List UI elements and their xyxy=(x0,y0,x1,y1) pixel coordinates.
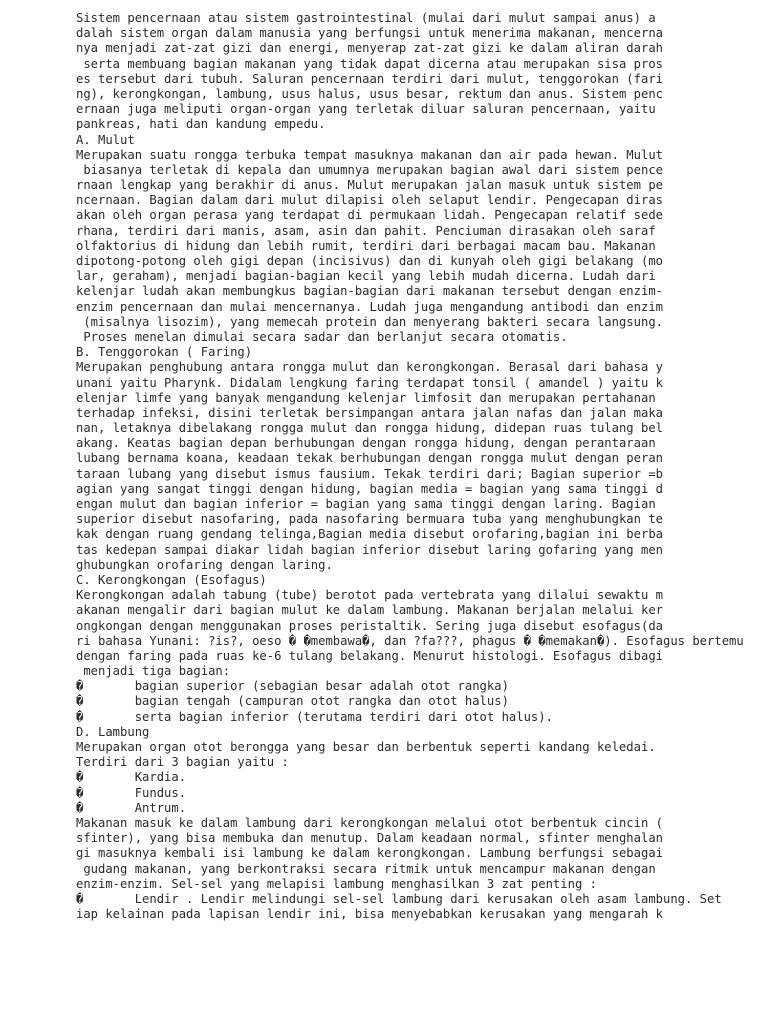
list-item: � serta bagian inferior (terutama terdiri dari otot halus). xyxy=(76,709,553,724)
text-line: Proses menelan dimulai secara sadar dan berlanjut secara otomatis. xyxy=(76,329,568,344)
text-line: kak dengan ruang gendang telinga,Bagian media disebut orofaring,bagian ini berba xyxy=(76,527,663,542)
text-line: akanan mengalir dari bagian mulut ke dalam lambung. Makanan berjalan melalui ker xyxy=(76,603,663,618)
text-line: akan oleh organ perasa yang terdapat di permukaan lidah. Pengecapan relatif sede xyxy=(76,208,663,223)
list-item: � Fundus. xyxy=(76,785,187,800)
text-line: ng), kerongkongan, lambung, usus halus, usus besar, rektum dan anus. Sistem penc xyxy=(76,86,663,101)
section-heading: C. Kerongkongan (Esofagus) xyxy=(76,572,267,587)
text-line: biasanya terletak di kepala dan umumnya merupakan bagian awal dari sistem pence xyxy=(76,162,663,177)
text-line: ghubungkan orofaring dengan laring. xyxy=(76,557,333,572)
text-line: lubang bernama koana, keadaan tekak berhubungan dengan rongga mulut dengan peran xyxy=(76,451,663,466)
text-line: engan mulut dan bagian inferior = bagian yang sama tinggi dengan laring. Bagian xyxy=(76,497,656,511)
text-line: taraan lubang yang disebut ismus fausium. Tekak terdiri dari; Bagian superior =b xyxy=(76,466,663,481)
text-line: nya menjadi zat-zat gizi dan energi, menyerap zat-zat gizi ke dalam aliran darah xyxy=(76,41,663,56)
text-line: (misalnya lisozim), yang memecah protein dan menyerang bakteri secara langsung. xyxy=(76,314,663,329)
text-line: serta membuang bagian makanan yang tidak dapat dicerna atau merupakan sisa pros xyxy=(76,56,663,71)
text-line: Merupakan suatu rongga terbuka tempat masuknya makanan dan air pada hewan. Mulut xyxy=(76,147,663,162)
document-text xyxy=(76,11,768,922)
text-line: dengan faring pada ruas ke-6 tulang belakang. Menurut histologi. Esofagus dibagi xyxy=(76,648,663,663)
text-line: gi masuknya kembali isi lambung ke dalam kerongkongan. Lambung berfungsi sebagai xyxy=(76,846,663,861)
list-item: � bagian tengah (campuran otot rangka dan otot halus) xyxy=(76,694,509,709)
text-line: sfinter), yang bisa membuka dan menutup. Dalam keadaan normal, sfinter menghalan xyxy=(76,831,663,846)
text-line: Sistem pencernaan atau sistem gastrointestinal (mulai dari mulut sampai anus) a xyxy=(76,11,656,25)
text-line: enzim pencernaan dan mulai mencernanya. Ludah juga mengandung antibodi dan enzim xyxy=(76,299,663,314)
text-line: lar, geraham), menjadi bagian-bagian kecil yang lebih mudah dicerna. Ludah dari xyxy=(76,269,656,284)
text-line: Kerongkongan adalah tabung (tube) berotot pada vertebrata yang dilalui sewaktu m xyxy=(76,588,663,603)
text-line: enzim-enzim. Sel-sel yang melapisi lambung menghasilkan 3 zat penting : xyxy=(76,876,597,891)
text-line: rnaan lengkap yang berakhir di anus. Mulut merupakan jalan masuk untuk sistem pe xyxy=(76,178,663,193)
text-line: Terdiri dari 3 bagian yaitu : xyxy=(76,755,289,770)
text-line: olfaktorius di hidung dan lebih rumit, terdiri dari berbagai macam bau. Makanan xyxy=(76,238,656,253)
list-item: � bagian superior (sebagian besar adalah otot rangka) xyxy=(76,679,509,694)
text-line: ongkongan dengan menggunakan proses peristaltik. Sering juga disebut esofagus(da xyxy=(76,618,663,633)
list-item: � Kardia. xyxy=(76,770,187,785)
text-line: dipotong-potong oleh gigi depan (incisivus) dan di kunyah oleh gigi belakang (mo xyxy=(76,254,663,268)
text-line: tas kedepan sampai diakar lidah bagian inferior disebut laring gofaring yang men xyxy=(76,542,663,557)
text-line: rhana, terdiri dari manis, asam, asin dan pahit. Penciuman dirasakan oleh saraf xyxy=(76,223,656,238)
text-line: pankreas, hati dan kandung empedu. xyxy=(76,117,326,132)
text-line: iap kelainan pada lapisan lendir ini, bisa menyebabkan kerusakan yang mengarah k xyxy=(76,907,663,922)
text-line: nan, letaknya dibelakang rongga mulut dan rongga hidung, didepan ruas tulang bel xyxy=(76,421,663,436)
text-line: Merupakan organ otot berongga yang besar dan berbentuk seperti kandang keledai. xyxy=(76,740,656,754)
text-line: elenjar limfe yang banyak mengandung kelenjar limfosit dan merupakan pertahanan xyxy=(76,390,656,405)
text-line: dalah sistem organ dalam manusia yang berfungsi untuk menerima makanan, mencerna xyxy=(76,26,663,41)
text-line: Merupakan penghubung antara rongga mulut dan kerongkongan. Berasal dari bahasa y xyxy=(76,360,663,375)
section-heading: B. Tenggorokan ( Faring) xyxy=(76,345,253,360)
text-line: menjadi tiga bagian: xyxy=(76,664,231,679)
text-line: superior disebut nasofaring, pada nasofaring bermuara tuba yang menghubungkan te xyxy=(76,512,663,527)
list-item: � Antrum. xyxy=(76,800,187,815)
text-line: gudang makanan, yang berkontraksi secara ritmik untuk mencampur makanan dengan xyxy=(76,861,656,876)
text-line: akang. Keatas bagian depan berhubungan dengan rongga hidung, dengan perantaraan xyxy=(76,436,656,451)
text-line: ncernaan. Bagian dalam dari mulut dilapisi oleh selaput lendir. Pengecapan diras xyxy=(76,193,663,208)
text-line: unani yaitu Pharynk. Didalam lengkung faring terdapat tonsil ( amandel ) yaitu k xyxy=(76,375,663,390)
text-line: agian yang sangat tinggi dengan hidung, bagian media = bagian yang sama tinggi d xyxy=(76,481,663,496)
text-line: Makanan masuk ke dalam lambung dari kerongkongan melalui otot berbentuk cincin ( xyxy=(76,815,663,830)
section-heading: D. Lambung xyxy=(76,724,150,739)
text-line: es tersebut dari tubuh. Saluran pencernaan terdiri dari mulut, tenggorokan (fari xyxy=(76,71,663,86)
text-line: ernaan juga meliputi organ-organ yang terletak diluar saluran pencernaan, yaitu xyxy=(76,102,656,117)
section-heading: A. Mulut xyxy=(76,132,135,147)
text-line: terhadap infeksi, disini terletak bersimpangan antara jalan nafas dan jalan maka xyxy=(76,405,663,420)
text-line: ri bahasa Yunani: ?is?, oeso � �membawa�, dan ?fa???, phagus � �memakan�). Esofagus bertemu xyxy=(76,633,744,648)
text-line: kelenjar ludah akan membungkus bagian-bagian dari makanan tersebut dengan enzim- xyxy=(76,284,663,299)
list-item: � Lendir . Lendir melindungi sel-sel lambung dari kerusakan oleh asam lambung. Set xyxy=(76,891,722,906)
